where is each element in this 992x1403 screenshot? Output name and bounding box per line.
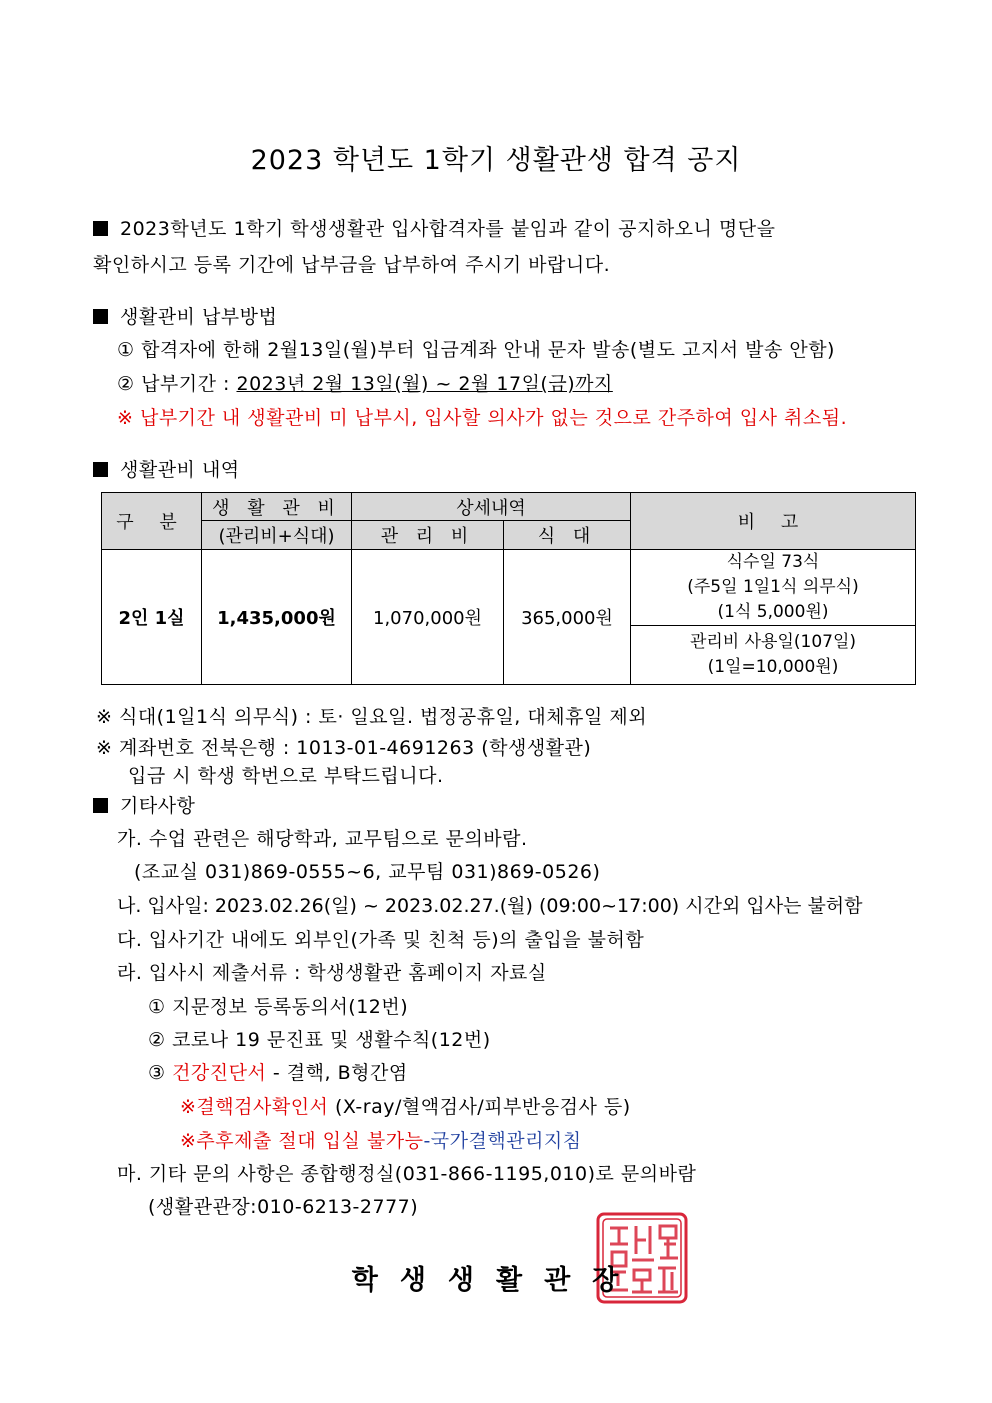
cell-note-meal: 식수일 73식 (주5일 1일1식 의무식) (1식 5,000원)	[631, 550, 916, 626]
header-note: 비 고	[631, 493, 916, 550]
other-ra-3: ③ 건강진단서 - 결핵, B형간염	[148, 1062, 408, 1084]
square-bullet-icon	[93, 309, 108, 324]
cell-meal: 365,000원	[504, 550, 631, 685]
fees-table	[101, 492, 916, 685]
payment-period: 2023년 2월 13일(월) ~ 2월 17일(금)까지	[236, 373, 613, 395]
square-bullet-icon	[93, 462, 108, 477]
intro-line-1: 2023학년도 1학기 학생생활관 입사합격자를 붙임과 같이 공지하오니 명단을	[93, 214, 776, 241]
payment-warning: ※ 납부기간 내 생활관비 미 납부시, 입사할 의사가 없는 것으로 간주하여 입사 취소됨.	[117, 407, 848, 429]
payment-heading: 생활관비 납부방법	[93, 302, 277, 329]
cell-mgmt: 1,070,000원	[352, 550, 504, 685]
other-ra-1: ① 지문정보 등록동의서(12번)	[148, 996, 409, 1018]
other-ra: 라. 입사시 제출서류 : 학생생활관 홈페이지 자료실	[117, 962, 547, 984]
other-ra-3-a: ※결핵검사확인서 (X-ray/혈액검사/피부반응검사 등)	[180, 1096, 631, 1118]
fees-heading: 생활관비 내역	[93, 455, 240, 482]
header-meal: 식 대	[504, 521, 631, 550]
cell-note-mgmt: 관리비 사용일(107일) (1일=10,000원)	[631, 626, 916, 685]
other-ma-sub: (생활관관장:010-6213-2777)	[148, 1196, 419, 1218]
other-ga: 가. 수업 관련은 해당학과, 교무팀으로 문의바람.	[117, 828, 528, 850]
other-heading: 기타사항	[93, 791, 195, 818]
cell-fee: 1,435,000원	[202, 550, 352, 685]
other-ga-sub: (조교실 031)869-0555~6, 교무팀 031)869-0526)	[134, 861, 601, 883]
intro-line-2: 확인하시고 등록 기간에 납부금을 납부하여 주시기 바랍니다.	[93, 254, 611, 276]
note-account: ※ 계좌번호 전북은행 : 1013-01-4691263 (학생생활관)	[96, 737, 592, 759]
payment-item-2: ② 납부기간 : 2023년 2월 13일(월) ~ 2월 17일(금)까지	[117, 373, 613, 395]
other-ra-2: ② 코로나 19 문진표 및 생활수칙(12번)	[148, 1029, 491, 1051]
cell-category: 2인 1실	[102, 550, 202, 685]
other-da: 다. 입사기간 내에도 외부인(가족 및 친척 등)의 출입을 불허함	[117, 929, 645, 951]
page-title: 2023 학년도 1학기 생활관생 합격 공지	[250, 145, 742, 176]
other-ra-3-b: ※추후제출 절대 입실 불가능-국가결핵관리지침	[180, 1130, 582, 1152]
other-ma: 마. 기타 문의 사항은 종합행정실(031-866-1195,010)로 문의바람	[117, 1163, 697, 1185]
square-bullet-icon	[93, 798, 108, 813]
note-meal: ※ 식대(1일1식 의무식) : 토· 일요일. 법정공휴일, 대체휴일 제외	[96, 706, 648, 728]
table-row	[102, 550, 916, 626]
table-header-row	[102, 493, 916, 521]
header-mgmt: 관 리 비	[352, 521, 504, 550]
square-bullet-icon	[93, 221, 108, 236]
header-detail: 상세내역	[352, 493, 631, 521]
note-account-sub: 입금 시 학생 학번으로 부탁드립니다.	[128, 765, 444, 787]
payment-item-1: ① 합격자에 한해 2월13일(월)부터 입금계좌 안내 문자 발송(별도 고지서 발송 안함)	[117, 339, 835, 361]
other-na: 나. 입사일: 2023.02.26(일) ~ 2023.02.27.(월) (09:00~17:00) 시간외 입사는 불허함	[117, 895, 863, 917]
header-fee: 생 활 관 비	[202, 493, 352, 521]
signoff-title: 학생생활관장	[351, 1265, 641, 1296]
header-fee-sub: (관리비+식대)	[202, 521, 352, 550]
header-category: 구 분	[102, 493, 202, 550]
